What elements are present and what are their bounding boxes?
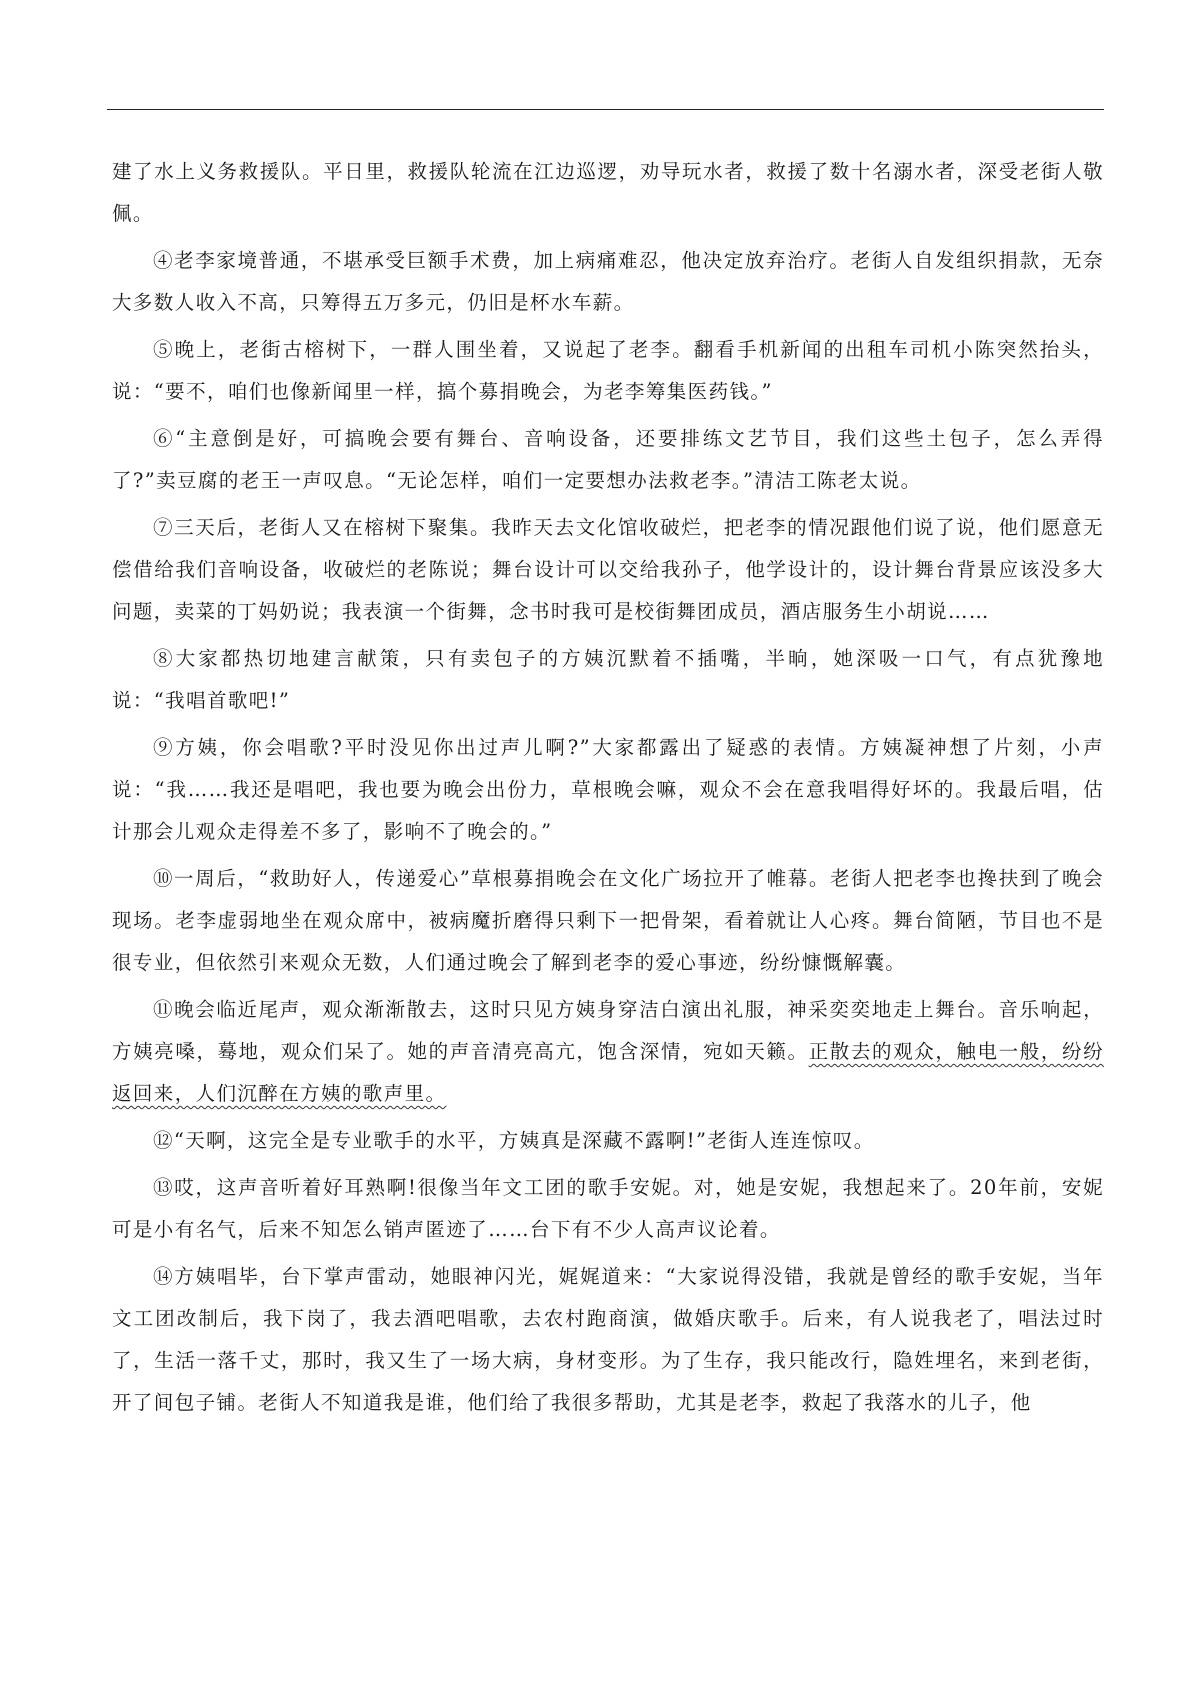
header-rule xyxy=(107,109,1104,110)
paragraph-6: ⑥“主意倒是好，可搞晚会要有舞台、音响设备，还要排练文艺节目，我们这些土包子，怎么弄得了?”卖豆腐的老王一声叹息。“无论怎样，咱们一定要想办法救老李。”清洁工陈老太说。 xyxy=(112,427,1104,492)
paragraph-8: ⑧大家都热切地建言献策，只有卖包子的方姨沉默着不插嘴，半晌，她深吸一口气，有点犹豫地说：“我唱首歌吧!” xyxy=(112,647,1104,712)
paragraph-14: ⑭方姨唱毕，台下掌声雷动，她眼神闪光，娓娓道来：“大家说得没错，我就是曾经的歌手安妮，当年文工团改制后，我下岗了，我去酒吧唱歌，去农村跑商演，做婚庆歌手。后来，有人说我老了，唱法过时了，生活一落千丈，那时，我又生了一场大病，身材变形。为了生存，我只能改行，隐姓埋名，来到老街，开了间包子铺。老街人不知道我是谁，他们给了我很多帮助，尤其是老李，救起了我落水的儿子，他 xyxy=(112,1265,1104,1414)
document-body xyxy=(112,151,1104,1429)
paragraph-11-text: ⑪晚会临近尾声，观众渐渐散去，这时只见方姨身穿洁白演出礼服，神采奕奕地走上舞台。音乐响起，方姨亮嗓，蓦地，观众们呆了。她的声音清亮高亢，饱含深情，宛如天籁。 xyxy=(112,998,1104,1063)
wavy-underlined-sentence: 正散去的观众，触电一般，纷纷返回来，人们沉醉在方姨的歌声里。 xyxy=(112,1040,1104,1105)
paragraph-7: ⑦三天后，老街人又在榕树下聚集。我昨天去文化馆收破烂，把老李的情况跟他们说了说，他们愿意无偿借给我们音响设备，收破烂的老陈说；舞台设计可以交给我孙子，他学设计的，设计舞台背景应该没多大问题，卖菜的丁妈奶说；我表演一个街舞，念书时我可是校街舞团成员，酒店服务生小胡说…… xyxy=(112,516,1104,623)
paragraph-5: ⑤晚上，老街古榕树下，一群人围坐着，又说起了老李。翻看手机新闻的出租车司机小陈突然抬头，说：“要不，咱们也像新闻里一样，搞个募捐晚会，为老李筹集医药钱。” xyxy=(112,338,1104,403)
paragraph-continuation: 建了水上义务救援队。平日里，救援队轮流在江边巡逻，劝导玩水者，救援了数十名溺水者，深受老街人敬佩。 xyxy=(112,160,1104,225)
paragraph-4: ④老李家境普通，不堪承受巨额手术费，加上病痛难忍，他决定放弃治疗。老街人自发组织捐款，无奈大多数人收入不高，只筹得五万多元，仍旧是杯水车薪。 xyxy=(112,249,1104,314)
paragraph-10: ⑩一周后，“救助好人，传递爱心”草根募捐晚会在文化广场拉开了帷幕。老街人把老李也搀扶到了晚会现场。老李虚弱地坐在观众席中，被病魔折磨得只剩下一把骨架，看着就让人心疼。舞台简陋，节目也不是很专业，但依然引来观众无数，人们通过晚会了解到老李的爱心事迹，纷纷慷慨解囊。 xyxy=(112,867,1104,974)
paragraph-11 xyxy=(112,989,1104,1115)
paragraph-13: ⑬哎，这声音听着好耳熟啊!很像当年文工团的歌手安妮。对，她是安妮，我想起来了。20年前，安妮可是小有名气，后来不知怎么销声匿迹了……台下有不少人高声议论着。 xyxy=(112,1176,1104,1241)
paragraph-12: ⑫“天啊，这完全是专业歌手的水平，方姨真是深藏不露啊!”老街人连连惊叹。 xyxy=(152,1129,875,1152)
paragraph-9: ⑨方姨，你会唱歌?平时没见你出过声儿啊?”大家都露出了疑惑的表情。方姨凝神想了片刻，小声说：“我……我还是唱吧，我也要为晚会出份力，草根晚会嘛，观众不会在意我唱得好坏的。我最后唱，估计那会儿观众走得差不多了，影响不了晚会的。” xyxy=(112,736,1104,843)
